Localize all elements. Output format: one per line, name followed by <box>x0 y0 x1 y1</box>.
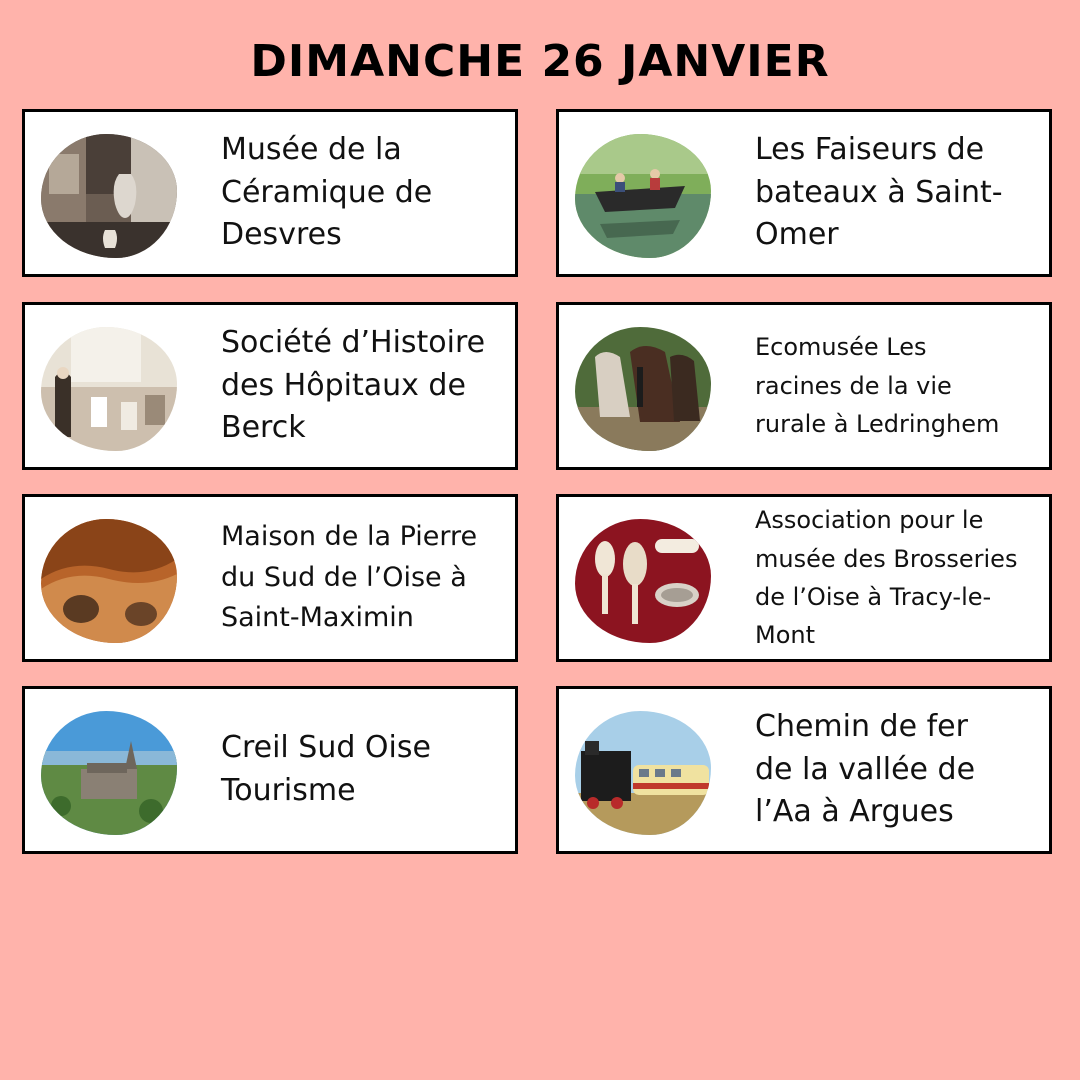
event-label: Société d’Histoire des Hôpitaux de Berck <box>221 325 486 446</box>
event-card-brosseries[interactable] <box>556 494 1052 662</box>
ceramics-museum-photo <box>41 134 177 258</box>
cathedral-aerial-photo <box>41 711 177 835</box>
event-card-creil-sud-oise[interactable] <box>22 686 518 854</box>
event-label: Les Faiseurs de bateaux à Saint- Omer <box>755 132 1003 253</box>
event-label: Chemin de fer de la vallée de l’Aa à Argues <box>755 709 976 830</box>
event-label: Creil Sud Oise Tourisme <box>221 730 431 808</box>
event-label: Maison de la Pierre du Sud de l’Oise à Saint-Maximin <box>221 521 478 634</box>
stone-quarry-cave-photo <box>41 519 177 643</box>
boat-on-river-photo <box>575 134 711 258</box>
event-label: Musée de la Céramique de Desvres <box>221 132 433 253</box>
event-card-maison-pierre[interactable] <box>22 494 518 662</box>
draft-horses-photo <box>575 327 711 451</box>
event-card-faiseurs-bateaux[interactable] <box>556 109 1052 277</box>
steam-train-photo <box>575 711 711 835</box>
event-label: Association pour le musée des Brosseries de l’Oise à Tracy-le- Mont <box>755 506 1018 650</box>
hospital-painting <box>41 327 177 451</box>
event-card-ceramique[interactable] <box>22 109 518 277</box>
brushes-collection-photo <box>575 519 711 643</box>
event-label: Ecomusée Les racines de la vie rurale à Ledringhem <box>755 333 1000 439</box>
page-title: DIMANCHE 26 JANVIER <box>250 36 830 87</box>
event-card-ecomusee-ledringhem[interactable] <box>556 302 1052 470</box>
event-card-hopitaux-berck[interactable] <box>22 302 518 470</box>
event-card-chemin-de-fer[interactable] <box>556 686 1052 854</box>
